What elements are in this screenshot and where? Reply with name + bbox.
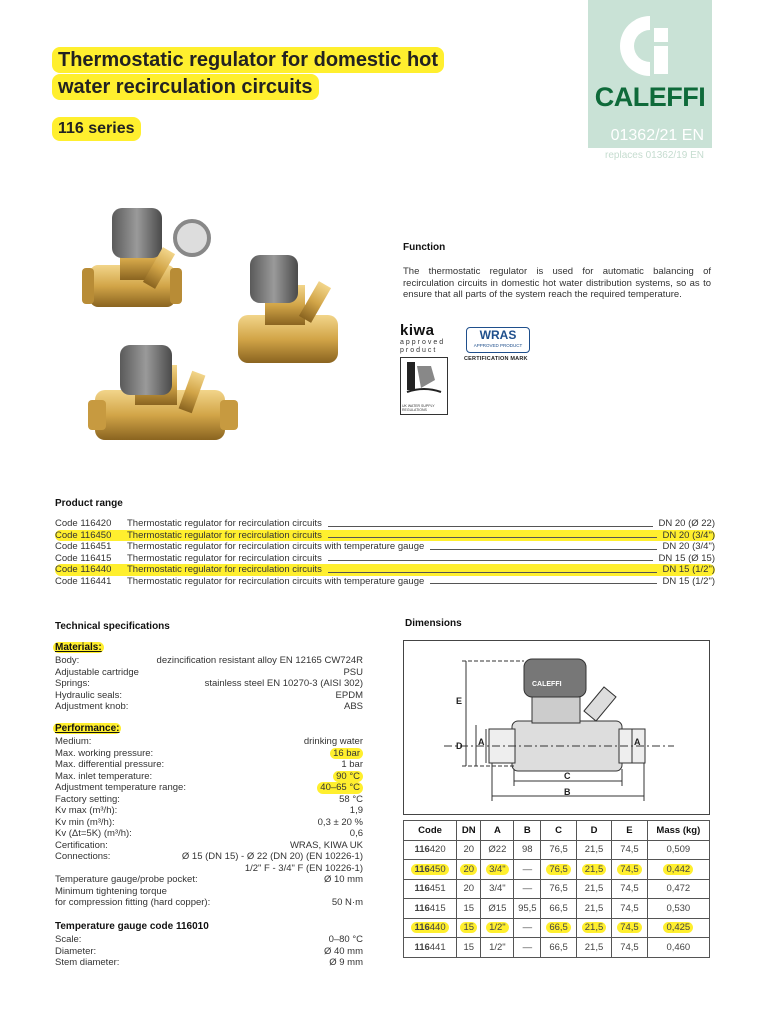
spec-key: for compression fitting (hard copper): [55,897,211,908]
dim-label-d: D [456,741,463,751]
series-label: 116 series [52,117,141,141]
code-suffix: 451 [429,883,446,895]
table-cell [647,840,709,860]
product-range-row [55,553,715,565]
cell-value: 95,5 [518,902,537,914]
spec-key: Max. inlet temperature: [55,770,153,782]
column-header-a: A [481,821,514,841]
spec-value: 0,6 [349,828,363,839]
product-description: Thermostatic regulator for recirculation circuits [127,529,322,541]
table-cell [457,879,481,899]
spec-value: 16 bar [330,748,363,760]
column-header-masskg: Mass (kg) [647,821,709,841]
code-value [414,883,445,894]
spec-key: Adjustment knob: [55,701,129,712]
cell-value: 0,530 [666,902,691,914]
spec-key: Diameter: [55,945,97,957]
spec-key: Kv (Δt=5K) (m³/h): [55,828,132,839]
tech-spec-heading: Technical specifications [55,621,170,632]
cell-value: 74,5 [620,941,639,953]
spec-value: Ø 10 mm [323,874,363,885]
leader-line [430,576,656,585]
product-description: Thermostatic regulator for recirculation circuits [127,518,322,529]
table-cell [612,840,647,860]
product-code: Code 116440 [55,564,112,575]
product-code: Code 116415 [55,552,112,564]
product-size: DN 15 (1/2") [662,564,715,575]
spec-key: Kv min (m³/h): [55,816,115,828]
gauge-list [55,934,363,969]
spec-row [55,817,363,829]
leader-line [430,541,656,550]
cell-value: 74,5 [620,844,639,856]
spec-key: Certification: [55,839,108,851]
spec-key: Minimum tightening torque [55,885,167,897]
code-prefix: 116 [414,902,430,914]
code-suffix: 415 [429,902,446,914]
product-range-row [55,518,715,530]
spec-row [55,667,363,679]
kiwa-wordmark: kiwa [400,322,435,339]
spec-row [55,805,363,817]
table-cell [481,840,514,860]
dim-label-a-right: A [634,737,641,747]
spec-row [55,771,363,783]
product-size: DN 15 (1/2") [662,575,715,587]
table-cell [481,860,514,880]
table-cell [481,879,514,899]
table-cell [541,938,576,958]
leader-line [328,564,657,573]
document-number: 01362/21 EN [588,124,712,148]
cell-value: 15 [460,922,477,933]
spec-value: Ø 9 mm [329,957,363,968]
cell-value: Ø22 [488,844,507,856]
product-photo [80,200,370,480]
table-cell [457,938,481,958]
cell-value: 0,509 [666,844,691,856]
cell-value: 15 [463,941,475,953]
function-text: The thermostatic regulator is used for automatic balancing of recirculation circuits in domestic hot water distribution systems, so as to ensure that all parts of the system reach the required temperature. [403,266,711,300]
spec-row [55,828,363,840]
materials-label: Materials: [55,642,102,653]
leader-line [328,553,653,562]
cell-value: 21,5 [584,902,604,914]
spec-row [55,678,363,690]
table-cell [647,938,709,958]
code-prefix: 116 [414,941,430,953]
cell-value: 66,5 [549,941,568,953]
wras-wordmark: WRAS [479,328,517,342]
spec-value: EPDM [335,689,363,701]
code-prefix: 116 [414,922,430,934]
column-header-e: E [612,821,647,841]
column-header-dn: DN [457,821,481,841]
spec-key: Max. working pressure: [55,747,154,759]
spec-value: dezincification resistant alloy EN 12165 CW724R [156,655,363,666]
performance-list [55,736,363,909]
table-cell [481,938,514,958]
table-cell [457,918,481,938]
cell-value: — [522,863,533,875]
table-row [404,840,710,860]
product-size: DN 20 (3/4") [662,529,715,541]
column-header-c: C [541,821,576,841]
spec-row [55,934,363,946]
spec-key: Body: [55,655,80,666]
cell-value: 74,5 [620,902,639,914]
spec-key: Medium: [55,736,92,747]
title-line-1: Thermostatic regulator for domestic hot [52,47,444,73]
product-range-list [55,518,715,587]
wras-approved: APPROVED PRODUCT [473,343,523,348]
spec-value: Ø 15 (DN 15) - Ø 22 (DN 20) (EN 10226-1) [181,851,363,862]
product-description: Thermostatic regulator for recirculation circuits with temperature gauge [127,541,425,552]
product-description: Thermostatic regulator for recirculation circuits [127,552,322,564]
dim-label-e: E [456,696,463,706]
table-row [404,938,710,958]
table-row [404,879,710,899]
code-value [414,903,445,914]
cell-value: 76,5 [546,864,571,875]
spec-key: Scale: [55,934,82,945]
table-header-row [404,821,710,841]
code-cell [404,879,457,899]
spec-row [55,748,363,760]
spec-row [55,946,363,958]
table-cell [457,899,481,919]
code-cell [404,899,457,919]
title-line-2: water recirculation circuits [52,74,319,100]
spec-row [55,957,363,969]
cell-value: 76,5 [549,844,568,856]
table-cell [541,899,576,919]
cell-value: 1/2" [486,922,509,933]
product-range-heading: Product range [55,498,123,509]
kiwa-approved: approved [400,339,446,346]
spec-row [55,897,363,909]
table-row [404,899,710,919]
spec-row [55,701,363,713]
code-prefix: 116 [414,844,430,856]
code-value [414,844,445,855]
table-cell [514,879,541,899]
code-prefix: 116 [414,883,430,895]
spec-value: Ø 40 mm [323,945,363,957]
table-cell [481,918,514,938]
table-cell [612,860,647,880]
cell-value: 0,460 [666,941,691,953]
wras-logo [466,327,530,353]
spec-value: 58 °C [339,793,363,805]
table-cell [612,899,647,919]
spec-value: PSU [343,666,363,678]
cell-value: 21,5 [582,922,607,933]
valve-compression [88,345,238,440]
table-cell [514,899,541,919]
spec-row [55,851,363,863]
table-cell [541,840,576,860]
spec-row [55,690,363,702]
product-code: Code 116450 [55,529,112,541]
table-cell [576,860,611,880]
product-code: Code 116451 [55,541,112,552]
drawing-logo: CALEFFI [532,681,562,688]
spec-key: Hydraulic seals: [55,689,123,701]
dimensions-table [403,820,710,958]
cell-value: 1/2" [489,941,506,953]
cell-value: 74,5 [617,922,642,933]
performance-label: Performance: [55,723,120,734]
spec-value: 0,3 ± 20 % [317,816,363,828]
table-row [404,860,710,880]
leader-line [328,518,653,527]
spec-value: stainless steel EN 10270-3 (AISI 302) [204,678,363,689]
cell-value: 3/4" [486,864,509,875]
cell-value: — [522,883,533,895]
dim-label-b: B [564,787,571,797]
cell-value: 66,5 [549,902,568,914]
product-size: DN 20 (3/4") [662,541,715,552]
code-cell [404,860,457,880]
cell-value: 21,5 [584,844,604,856]
dimensions-drawing [403,640,710,815]
spec-value: 50 N·m [331,897,363,908]
product-description: Thermostatic regulator for recirculation circuits with temperature gauge [127,575,425,587]
product-code: Code 116441 [55,575,112,587]
code-value [411,864,448,875]
table-cell [541,879,576,899]
cell-value: 98 [522,844,533,856]
product-size: DN 15 (Ø 15) [658,552,715,564]
cell-value: Ø15 [488,902,507,914]
table-cell [576,879,611,899]
spec-key: Max. differential pressure: [55,759,165,770]
water-regulations-icon [400,357,448,415]
table-cell [576,899,611,919]
spec-value: 90 °C [333,771,363,783]
column-header-b: B [514,821,541,841]
table-cell [647,860,709,880]
spec-value: 1/2" F - 3/4" F (EN 10226-1) [244,862,363,874]
code-value [414,942,445,953]
cell-value: 20 [463,883,475,895]
cell-value: 20 [460,864,477,875]
spec-value: 1,9 [349,805,363,816]
dimensions-heading: Dimensions [405,618,462,629]
brand-name: CALEFFI [594,82,706,112]
table-cell [481,899,514,919]
code-suffix: 440 [429,922,446,934]
product-range-row [55,564,715,576]
cell-value: 74,5 [620,883,639,895]
cell-value: 15 [463,902,475,914]
table-cell [576,918,611,938]
spec-key: Springs: [55,678,90,689]
dim-label-a-left: A [478,737,485,747]
spec-row [55,655,363,667]
code-cell [404,938,457,958]
cell-value: 76,5 [549,883,568,895]
spec-row [55,794,363,806]
technical-drawing [404,641,709,814]
table-cell [514,918,541,938]
spec-value: 1 bar [341,759,363,770]
cell-value: 66,5 [546,922,571,933]
spec-row [55,782,363,794]
code-cell [404,918,457,938]
code-suffix: 450 [429,863,446,875]
spec-value: 40–65 °C [317,782,363,794]
spec-row [55,759,363,771]
product-description: Thermostatic regulator for recirculation circuits [127,564,322,575]
code-prefix: 116 [414,863,430,875]
table-cell [647,899,709,919]
valve-threaded [238,255,338,363]
product-size: DN 20 (Ø 22) [658,518,715,529]
code-value [411,922,448,933]
product-code: Code 116420 [55,518,112,529]
valve-with-gauge [82,208,209,307]
table-cell [457,840,481,860]
product-range-row [55,530,715,542]
code-cell [404,840,457,860]
spec-value: ABS [343,701,363,712]
spec-value: 0–80 °C [328,934,363,945]
spec-key: Stem diameter: [55,957,120,968]
spec-row [55,840,363,852]
table-cell [612,879,647,899]
uk-water-supply-text: UK WATER SUPPLY REGULATIONS [402,404,435,412]
table-cell [647,879,709,899]
code-suffix: 420 [429,844,446,856]
spec-row [55,736,363,748]
table-cell [612,918,647,938]
cell-value: 20 [463,844,475,856]
materials-list [55,655,363,713]
column-header-d: D [576,821,611,841]
kiwa-logo [400,322,455,415]
cell-value: 21,5 [584,941,604,953]
cell-value: — [522,941,533,953]
spec-value: WRAS, KIWA UK [289,839,363,851]
table-cell [514,860,541,880]
cell-value: 3/4" [489,883,506,895]
dim-label-c: C [564,771,571,781]
code-suffix: 441 [429,941,446,953]
cell-value: 0,442 [663,864,693,875]
product-range-row [55,576,715,588]
gauge-heading: Temperature gauge code 116010 [55,921,209,932]
cell-value: — [522,922,533,934]
spec-row [55,886,363,898]
page-title [52,47,444,100]
wras-cert-mark: CERTIFICATION MARK [464,356,528,362]
table-cell [541,860,576,880]
kiwa-product: product [400,347,438,354]
cell-value: 21,5 [584,883,604,895]
spec-row [55,874,363,886]
spec-row [55,863,363,875]
replaces-note: replaces 01362/19 EN [605,150,704,161]
spec-key: Kv max (m³/h): [55,805,118,816]
table-cell [541,918,576,938]
column-header-code: Code [404,821,457,841]
table-cell [576,938,611,958]
cell-value: 0,425 [663,922,693,933]
function-heading: Function [403,242,446,253]
spec-value: drinking water [303,736,363,747]
cell-value: 74,5 [617,864,642,875]
cell-value: 21,5 [582,864,607,875]
table-cell [647,918,709,938]
table-cell [457,860,481,880]
spec-key: Connections: [55,851,111,862]
table-row [404,918,710,938]
product-range-row [55,541,715,553]
spec-key: Adjustment temperature range: [55,782,186,793]
table-cell [514,938,541,958]
spec-key: Factory setting: [55,793,120,805]
table-cell [612,938,647,958]
cell-value: 0,472 [666,883,691,895]
spec-key: Adjustable cartridge [55,666,139,678]
spec-key: Temperature gauge/probe pocket: [55,874,198,885]
table-cell [514,840,541,860]
leader-line [328,530,657,539]
table-cell [576,840,611,860]
